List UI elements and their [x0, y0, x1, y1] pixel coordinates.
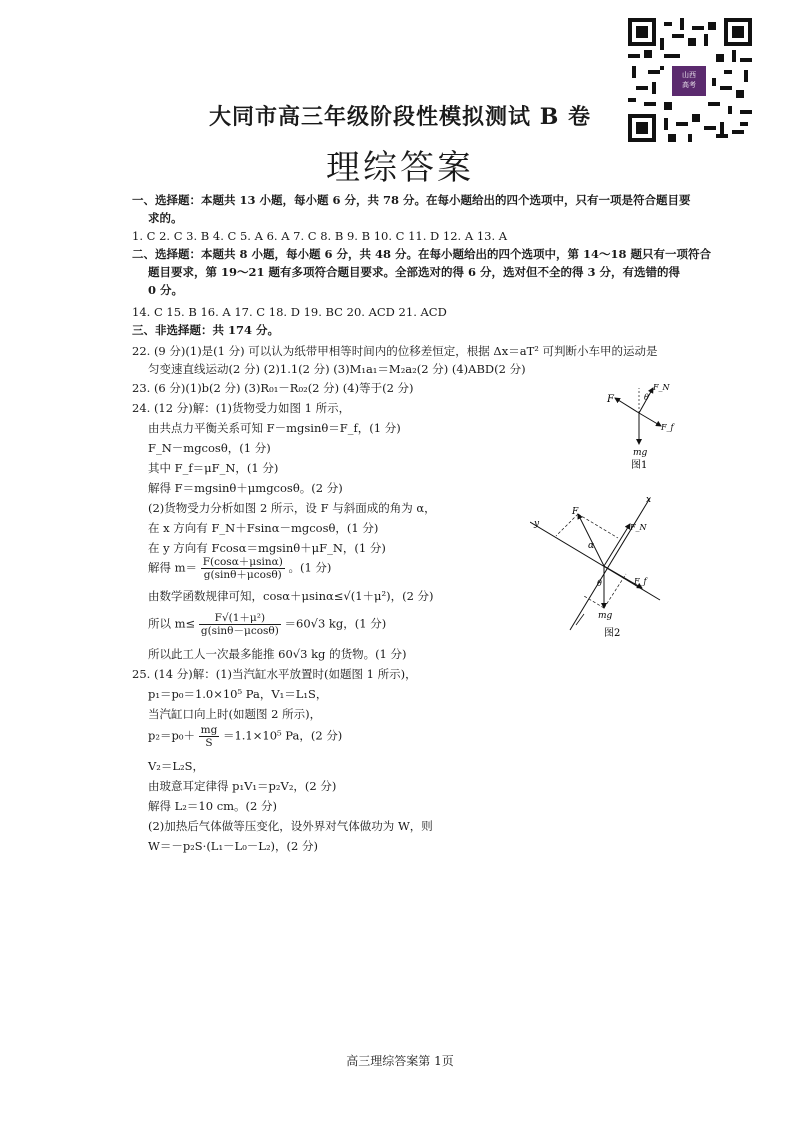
q24-line9 — [148, 556, 331, 581]
section2-answers: 14. C 15. B 16. A 17. C 18. D 19. BC 20. ACD 21. ACD — [132, 305, 447, 319]
fig1-label-mg: mg — [633, 448, 648, 458]
q25-line4-post: ＝1.1×10⁵ Pa，(2 分) — [222, 728, 343, 743]
fig2-label-FN: F_N — [630, 523, 647, 532]
fig2-label-Ff: F_f — [634, 577, 647, 586]
page-subtitle: 理综答案 — [326, 148, 474, 188]
fig1-label-F: F — [607, 394, 614, 405]
q22-line1: 22. (9 分)(1)是(1 分) 可以认为纸带甲相等时间内的位移差恒定，根据 Δx＝aT² 可判断小车甲的运动是 — [132, 344, 658, 358]
page-footer: 高三理综答案第 1页 — [346, 1054, 454, 1068]
q24-line9-post: 。(1 分) — [288, 560, 332, 575]
fig2-label-theta: θ — [597, 579, 602, 588]
section2-heading: 二、选择题：本题共 8 小题，每小题 6 分，共 48 分。在每小题给出的四个选项中，第 14～18 题只有一项符合 — [132, 247, 712, 261]
fig2-label-y: y — [534, 519, 540, 529]
q24-line11-numerator: F√(1＋μ²) — [199, 612, 281, 625]
q22-line2: 匀变速直线运动(2 分) (2)1.1(2 分) (3)M₁a₁＝M₂a₂(2 分) (4)ABD(2 分) — [148, 362, 526, 376]
q24-line9-denominator: g(sinθ＋μcosθ) — [203, 569, 282, 581]
fig1-force-F-arrow — [615, 398, 639, 413]
q25-line4-pre: p₂＝p₀＋ — [148, 728, 195, 743]
page-title: 大同市高三年级阶段性模拟测试 B 卷 — [209, 104, 591, 130]
fig1-caption: 图1 — [631, 460, 648, 471]
figure-1 — [595, 378, 675, 474]
fig1-label-Ff: F_f — [661, 423, 674, 432]
q24-line3: F_N－mgcosθ，(1 分) — [148, 441, 271, 455]
fig2-label-F: F — [572, 507, 579, 517]
q25-line8: (2)加热后气体做等压变化，设外界对气体做功为 W，则 — [148, 819, 433, 833]
fig2-label-x: x — [646, 495, 652, 505]
fig2-caption: 图2 — [604, 628, 621, 639]
q24-line5: 解得 F＝mgsinθ＋μmgcosθ。(2 分) — [148, 481, 343, 495]
q25-line4 — [148, 724, 342, 749]
q25-line1: 25. (14 分)解：(1)当汽缸水平放置时(如题图 1 所示)， — [132, 667, 417, 681]
fig2-dashed-4 — [604, 574, 626, 608]
q24-line1: 24. (12 分)解：(1)货物受力如图 1 所示， — [132, 401, 351, 415]
q24-line6: (2)货物受力分析如图 2 所示，设 F 与斜面成的角为 α， — [148, 501, 436, 515]
q24-line9-numerator: F(cosα＋μsinα) — [202, 556, 283, 568]
section2-heading-cont1: 题目要求，第 19～21 题有多项符合题目要求。全部选对的得 6 分，选对但不全的得 3 分，有选错的得 — [148, 265, 681, 279]
q24-line11-denominator: g(sinθ－μcosθ) — [200, 625, 279, 637]
q24-line9-fraction — [201, 556, 285, 581]
section3-heading: 三、非选择题：共 174 分。 — [132, 323, 280, 337]
q24-line4: 其中 F_f＝μF_N，(1 分) — [148, 461, 279, 475]
q24-line11-pre: 所以 m≤ — [148, 616, 196, 631]
qr-badge-logo — [672, 66, 706, 96]
q25-line3: 当汽缸口向上时(如题图 2 所示)， — [148, 707, 322, 721]
q24-line8: 在 y 方向有 Fcosα＝mgsinθ＋μF_N，(1 分) — [148, 541, 386, 555]
q24-line10: 由数学函数规律可知，cosα＋μsinα≤√(1＋μ²)，(2 分) — [148, 589, 434, 603]
fig2-label-alpha: α — [588, 541, 595, 551]
q25-line7: 解得 L₂＝10 cm。(2 分) — [148, 799, 277, 813]
section1-heading: 一、选择题：本题共 13 小题，每小题 6 分，共 78 分。在每小题给出的四个选项中，只有一项是符合题目要 — [132, 193, 691, 207]
q25-line4-numerator: mg — [200, 724, 218, 736]
q24-line9-pre: 解得 m＝ — [148, 560, 198, 575]
fig1-label-theta: θ — [644, 393, 649, 402]
q24-line11 — [148, 612, 386, 637]
q24-line2: 由共点力平衡关系可知 F－mgsinθ＝F_f，(1 分) — [148, 421, 401, 435]
q24-line12: 所以此工人一次最多能推 60√3 kg 的货物。(1 分) — [148, 647, 407, 661]
q25-line5: V₂＝L₂S， — [148, 759, 205, 773]
section1-answers: 1. C 2. C 3. B 4. C 5. A 6. A 7. C 8. B 9. B 10. C 11. D 12. A 13. A — [132, 229, 508, 243]
figure-2 — [530, 490, 670, 640]
section1-heading-cont: 求的。 — [148, 211, 183, 225]
section2-heading-cont2: 0 分。 — [148, 283, 184, 297]
q24-line11-fraction — [199, 612, 281, 637]
fig2-slope-tick — [576, 614, 584, 625]
q25-line4-denominator: S — [205, 737, 213, 749]
q25-line9: W＝－p₂S·(L₁－L₀－L₂)，(2 分) — [148, 839, 318, 853]
fig1-label-FN: F_N — [653, 383, 670, 392]
qr-badge-text: 山西 高考 — [682, 71, 696, 89]
q23-line1: 23. (6 分)(1)b(2 分) (3)R₀₁－R₀₂(2 分) (4)等于(2 分) — [132, 381, 414, 395]
fig2-force-FN-arrow — [604, 524, 630, 566]
fig1-force-Ff-arrow — [639, 413, 661, 426]
q24-line11-post: ＝60√3 kg，(1 分) — [284, 616, 387, 631]
q25-line6: 由玻意耳定律得 p₁V₁＝p₂V₂，(2 分) — [148, 779, 337, 793]
q25-line4-fraction — [199, 724, 220, 749]
q25-line2: p₁＝p₀＝1.0×10⁵ Pa，V₁＝L₁S， — [148, 687, 328, 701]
q24-line7: 在 x 方向有 F_N＋Fsinα－mgcosθ，(1 分) — [148, 521, 379, 535]
fig2-label-mg: mg — [598, 611, 613, 621]
fig2-dashed-1 — [556, 514, 578, 536]
